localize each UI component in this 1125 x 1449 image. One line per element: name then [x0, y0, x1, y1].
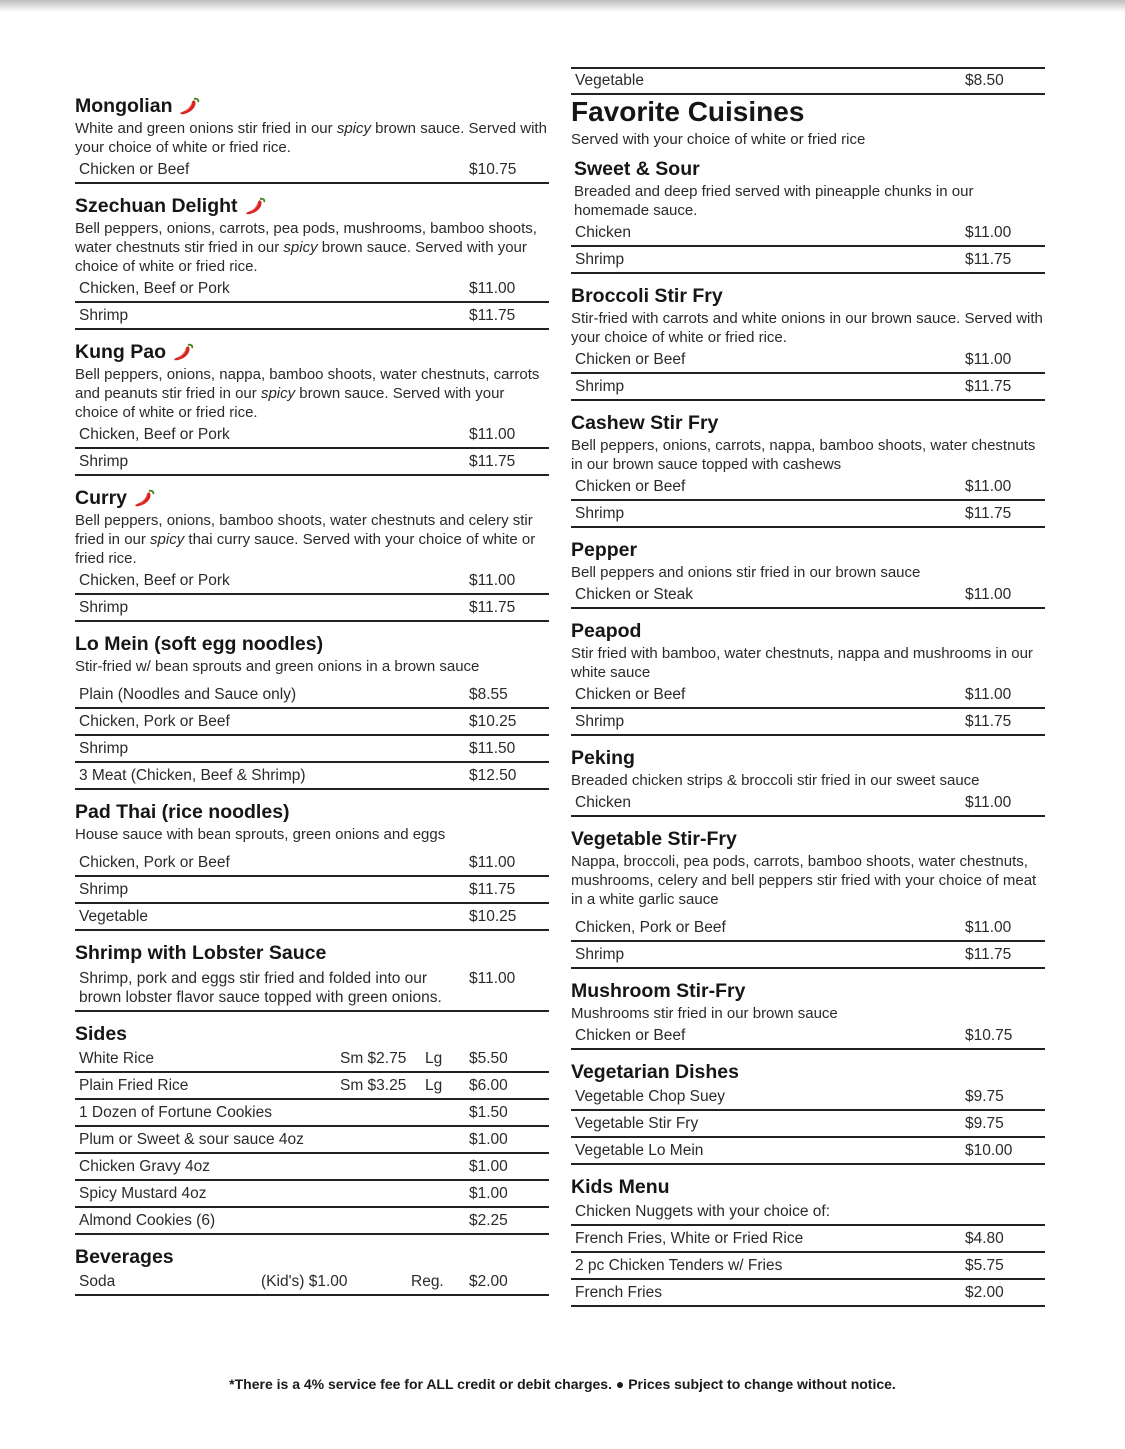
- description-text: brown sauce. Served with your choice of white or fried rice.: [75, 239, 527, 275]
- item-name: Chicken, Beef or Pork: [79, 280, 230, 297]
- menu-section: [571, 827, 1045, 969]
- item-name: Chicken or Beef: [575, 478, 686, 495]
- section-title: Cashew Stir Fry: [571, 412, 719, 434]
- item-name: Shrimp: [79, 307, 129, 324]
- item-price: $11.00: [469, 970, 516, 987]
- menu-section: [571, 538, 1045, 609]
- favorite-cuisines-heading: Favorite Cuisines: [571, 96, 805, 127]
- menu-item-row: [75, 850, 549, 877]
- item-price: $10.00: [965, 1142, 1013, 1159]
- section-description: Breaded and deep fried served with pineapple chunks in our homemade sauce.: [574, 183, 974, 219]
- item-name: White Rice: [79, 1050, 154, 1067]
- menu-item-row: [75, 877, 549, 904]
- item-price: $6.00: [469, 1077, 508, 1094]
- item-price: $11.75: [965, 505, 1012, 522]
- item-price: $11.00: [965, 919, 1012, 936]
- section-title-text: Curry: [75, 487, 128, 509]
- chili-pepper-icon: [244, 196, 266, 216]
- item-price: $2.25: [469, 1212, 508, 1229]
- menu-item-row: [75, 904, 549, 931]
- item-description: Shrimp, pork and eggs stir fried and folded into our brown lobster flavor sauce topped with green onions.: [79, 970, 442, 1006]
- section-title: [75, 800, 549, 824]
- menu-section: [75, 632, 549, 790]
- section-description: [75, 219, 549, 276]
- menu-section: [75, 800, 549, 931]
- item-price: $2.00: [965, 1284, 1004, 1301]
- section-title-text: Shrimp with Lobster Sauce: [75, 942, 327, 964]
- section-title: [75, 194, 549, 218]
- item-price: $1.00: [469, 1158, 508, 1175]
- item-name: French Fries, White or Fried Rice: [575, 1230, 804, 1247]
- section-title: Pepper: [571, 539, 638, 561]
- section-title: Mushroom Stir-Fry: [571, 980, 746, 1002]
- item-price: $11.00: [965, 686, 1012, 703]
- sides-section: [75, 1022, 549, 1235]
- description-text: Stir-fried w/ bean sprouts and green onions in a brown sauce: [75, 658, 480, 675]
- menu-section: [75, 94, 549, 184]
- item-name: Plain Fried Rice: [79, 1077, 189, 1094]
- item-price: $1.50: [469, 1104, 508, 1121]
- menu-item-row: [75, 1100, 549, 1127]
- section-description: [75, 825, 549, 844]
- chili-pepper-icon: [133, 488, 155, 508]
- spicy-emphasis: spicy: [283, 239, 318, 256]
- item-price: $11.75: [469, 599, 516, 616]
- spicy-emphasis: spicy: [336, 120, 371, 137]
- item-price: $1.00: [469, 1131, 508, 1148]
- menu-item-row: [75, 736, 549, 763]
- item-name: Shrimp: [575, 713, 625, 730]
- menu-item-row: [571, 1111, 1045, 1138]
- item-price: $11.00: [965, 478, 1012, 495]
- menu-item-row: [75, 1073, 549, 1100]
- menu-item-row: [571, 1023, 1045, 1050]
- section-title: Peking: [571, 747, 635, 769]
- item-name: Shrimp: [79, 453, 129, 470]
- item-name: Shrimp: [79, 740, 129, 757]
- section-title: [75, 486, 549, 510]
- section-description: [75, 511, 549, 568]
- menu-section: [75, 340, 549, 476]
- section-title-text: Mongolian: [75, 95, 173, 117]
- menu-item-row: [571, 1084, 1045, 1111]
- menu-item-row: [571, 374, 1045, 401]
- item-price: $8.55: [469, 686, 508, 703]
- item-price: $11.00: [965, 351, 1012, 368]
- menu-item-row: [75, 1208, 549, 1235]
- item-price: $9.75: [965, 1115, 1004, 1132]
- page-top-shadow: [0, 0, 1125, 12]
- item-name: Vegetable Lo Mein: [575, 1142, 704, 1159]
- description-text: White and green onions stir fried in our: [75, 120, 337, 137]
- item-name: 3 Meat (Chicken, Beef & Shrimp): [79, 767, 306, 784]
- menu-item-row: [75, 157, 549, 184]
- item-name: Chicken or Beef: [575, 686, 686, 703]
- menu-item-row: [571, 942, 1045, 969]
- item-name: Almond Cookies (6): [79, 1212, 216, 1229]
- small-size-price: Sm $2.75: [340, 1050, 407, 1067]
- menu-section: [571, 746, 1045, 817]
- description-text: brown sauce. Served with your choice of white or fried rice.: [75, 120, 547, 156]
- item-price: $11.75: [469, 453, 516, 470]
- description-text: House sauce with bean sprouts, green onions and eggs: [75, 826, 446, 843]
- item-name: Chicken: [575, 224, 631, 241]
- item-price: $11.75: [965, 713, 1012, 730]
- menu-section: [75, 194, 549, 330]
- section-title: Vegetable Stir-Fry: [571, 828, 737, 850]
- item-name: Vegetable: [575, 72, 644, 89]
- item-name: Shrimp: [79, 881, 129, 898]
- menu-section: [571, 1060, 1045, 1165]
- menu-item-row: [571, 1138, 1045, 1165]
- item-price: $11.00: [469, 854, 516, 871]
- menu-section: [571, 284, 1045, 401]
- menu-item-row: [75, 682, 549, 709]
- item-price: $11.00: [469, 572, 516, 589]
- menu-item-row: [571, 474, 1045, 501]
- item-price: $5.75: [965, 1257, 1004, 1274]
- menu-item-row: [571, 582, 1045, 609]
- item-price: $2.00: [469, 1273, 508, 1290]
- menu-item-row: [571, 915, 1045, 942]
- menu-item-row: [75, 763, 549, 790]
- section-description: Mushrooms stir fried in our brown sauce: [571, 1005, 838, 1022]
- section-title-text: Szechuan Delight: [75, 195, 238, 217]
- item-price: $11.75: [469, 881, 516, 898]
- kids-menu-subtitle-row: [571, 1199, 1045, 1226]
- description-text: Bell peppers, onions, bamboo shoots, water chestnuts and celery stir fried in our: [75, 512, 533, 548]
- item-name: Shrimp: [575, 251, 625, 268]
- menu-item-row: [75, 595, 549, 622]
- item-name: French Fries: [575, 1284, 662, 1301]
- item-name: Chicken or Beef: [79, 161, 190, 178]
- section-description: Bell peppers, onions, carrots, nappa, bamboo shoots, water chestnuts in our brown sauce topped with cashews: [571, 437, 1036, 473]
- item-name: Shrimp: [79, 599, 129, 616]
- item-price: $11.75: [469, 307, 516, 324]
- section-description: Stir fried with bamboo, water chestnuts, nappa and mushrooms in our white sauce: [571, 645, 1033, 681]
- menu-item-row: [571, 220, 1045, 247]
- menu-section: [571, 157, 1045, 274]
- section-title: Broccoli Stir Fry: [571, 285, 723, 307]
- section-title: [75, 340, 549, 364]
- chili-pepper-icon: [178, 96, 200, 116]
- description-text: brown sauce. Served with your choice of white or fried rice.: [75, 385, 505, 421]
- chili-pepper-icon: [172, 342, 194, 362]
- item-price: $4.80: [965, 1230, 1004, 1247]
- item-price: $8.50: [965, 72, 1004, 89]
- section-title-text: Pad Thai (rice noodles): [75, 801, 290, 823]
- item-price: $11.75: [965, 251, 1012, 268]
- item-price: $10.25: [469, 713, 517, 730]
- menu-item-row: [75, 1127, 549, 1154]
- description-text: thai curry sauce. Served with your choice of white or fried rice.: [75, 531, 536, 567]
- menu-section: [571, 979, 1045, 1050]
- section-description: [75, 119, 549, 157]
- section-description: Bell peppers and onions stir fried in our brown sauce: [571, 564, 921, 581]
- section-description: Breaded chicken strips & broccoli stir fried in our sweet sauce: [571, 772, 980, 789]
- section-title: [75, 941, 549, 965]
- section-title: [75, 94, 549, 118]
- item-price: $5.50: [469, 1050, 508, 1067]
- menu-item-row: [75, 1269, 549, 1296]
- item-price: $1.00: [469, 1185, 508, 1202]
- item-name: Chicken, Pork or Beef: [79, 854, 230, 871]
- section-title: Vegetarian Dishes: [571, 1061, 739, 1083]
- item-name: Chicken or Steak: [575, 586, 694, 603]
- section-title: Sides: [75, 1023, 128, 1045]
- item-price: $11.00: [965, 794, 1012, 811]
- item-name: Chicken or Beef: [575, 1027, 686, 1044]
- item-name: Vegetable Chop Suey: [575, 1088, 725, 1105]
- large-size-label: Lg: [425, 1077, 443, 1094]
- description-text: Bell peppers, onions, carrots, pea pods, mushrooms, bamboo shoots, water chestnuts stir fried in our: [75, 220, 537, 256]
- item-price: $10.75: [965, 1027, 1013, 1044]
- menu-section: [571, 619, 1045, 736]
- beverages-section: [75, 1245, 549, 1296]
- menu-item-row: [75, 709, 549, 736]
- menu-item-row: [571, 501, 1045, 528]
- section-title: Beverages: [75, 1246, 174, 1268]
- item-price: $11.00: [965, 224, 1012, 241]
- description-text: Bell peppers, onions, nappa, bamboo shoots, water chestnuts, carrots and peanuts stir fried in our: [75, 366, 540, 402]
- item-name: Chicken, Beef or Pork: [79, 426, 230, 443]
- item-price: $11.00: [965, 586, 1012, 603]
- menu-item-row: [571, 347, 1045, 374]
- small-size-price: Sm $3.25: [340, 1077, 407, 1094]
- menu-item-row: [571, 1280, 1045, 1307]
- section-description: Stir-fried with carrots and white onions in our brown sauce. Served with your choice of white or fried rice.: [571, 310, 1043, 346]
- item-name: Plum or Sweet & sour sauce 4oz: [79, 1131, 304, 1148]
- menu-item-row: [75, 303, 549, 330]
- menu-item-row: [571, 790, 1045, 817]
- item-price: $9.75: [965, 1088, 1004, 1105]
- menu-section: [571, 411, 1045, 528]
- menu-item-row: [75, 1046, 549, 1073]
- menu-item-row: [75, 422, 549, 449]
- section-title: Kids Menu: [571, 1176, 670, 1198]
- item-name: Vegetable Stir Fry: [575, 1115, 699, 1132]
- menu-section: [75, 486, 549, 622]
- menu-item-row: [75, 568, 549, 595]
- regular-size-label: Reg.: [411, 1273, 444, 1290]
- menu-item-row: [571, 682, 1045, 709]
- item-name: Plain (Noodles and Sauce only): [79, 686, 297, 703]
- item-name: Chicken, Beef or Pork: [79, 572, 230, 589]
- item-name: Chicken: [575, 794, 631, 811]
- item-name: 1 Dozen of Fortune Cookies: [79, 1104, 272, 1121]
- favorite-cuisines-subtitle: Served with your choice of white or fried rice: [571, 131, 866, 148]
- item-name: Chicken or Beef: [575, 351, 686, 368]
- item-price: $11.00: [469, 426, 516, 443]
- menu-item-row: [571, 67, 1045, 95]
- item-price: $10.25: [469, 908, 517, 925]
- item-name: 2 pc Chicken Tenders w/ Fries: [575, 1257, 783, 1274]
- kids-price: (Kid's) $1.00: [261, 1273, 348, 1290]
- section-title: [75, 632, 549, 656]
- footer-note: *There is a 4% service fee for ALL credit or debit charges. ● Prices subject to change without notice.: [229, 1376, 896, 1392]
- menu-column-right: [571, 67, 1045, 1317]
- item-price: $11.75: [965, 946, 1012, 963]
- item-name: Chicken Gravy 4oz: [79, 1158, 210, 1175]
- item-price: $11.50: [469, 740, 516, 757]
- menu-section: [75, 941, 549, 1012]
- section-description: [75, 657, 549, 676]
- menu-section: [571, 1175, 1045, 1307]
- item-name: Soda: [79, 1273, 116, 1290]
- menu-item-row: [571, 709, 1045, 736]
- item-price: $11.75: [965, 378, 1012, 395]
- menu-item-row: [571, 1226, 1045, 1253]
- menu-item-row: [571, 247, 1045, 274]
- item-name: Chicken, Pork or Beef: [575, 919, 726, 936]
- item-price: $11.00: [469, 280, 516, 297]
- item-price: $10.75: [469, 161, 517, 178]
- menu-item-row: [75, 449, 549, 476]
- item-name: Shrimp: [575, 505, 625, 522]
- item-name: Vegetable: [79, 908, 148, 925]
- item-name: Spicy Mustard 4oz: [79, 1185, 207, 1202]
- section-description: [75, 365, 549, 422]
- section-title: Sweet & Sour: [574, 158, 700, 180]
- menu-item-row: [75, 1181, 549, 1208]
- section-title-text: Kung Pao: [75, 341, 166, 363]
- item-price: $12.50: [469, 767, 517, 784]
- menu-column-left: [75, 94, 549, 1306]
- item-name: Shrimp: [575, 946, 625, 963]
- spicy-emphasis: spicy: [260, 385, 296, 402]
- section-description: Nappa, broccoli, pea pods, carrots, bamboo shoots, water chestnuts, mushrooms, celery and bell peppers stir fried with your choice of meat in a white garlic sauce: [571, 853, 1037, 908]
- item-name: Chicken Nuggets with your choice of:: [575, 1203, 831, 1220]
- menu-item-row: [75, 967, 549, 1012]
- section-title-text: Lo Mein (soft egg noodles): [75, 633, 324, 655]
- menu-item-row: [75, 276, 549, 303]
- item-name: Chicken, Pork or Beef: [79, 713, 230, 730]
- menu-item-row: [571, 1253, 1045, 1280]
- section-title: Peapod: [571, 620, 642, 642]
- menu-item-row: [75, 1154, 549, 1181]
- item-name: Shrimp: [575, 378, 625, 395]
- large-size-label: Lg: [425, 1050, 443, 1067]
- spicy-emphasis: spicy: [150, 531, 185, 548]
